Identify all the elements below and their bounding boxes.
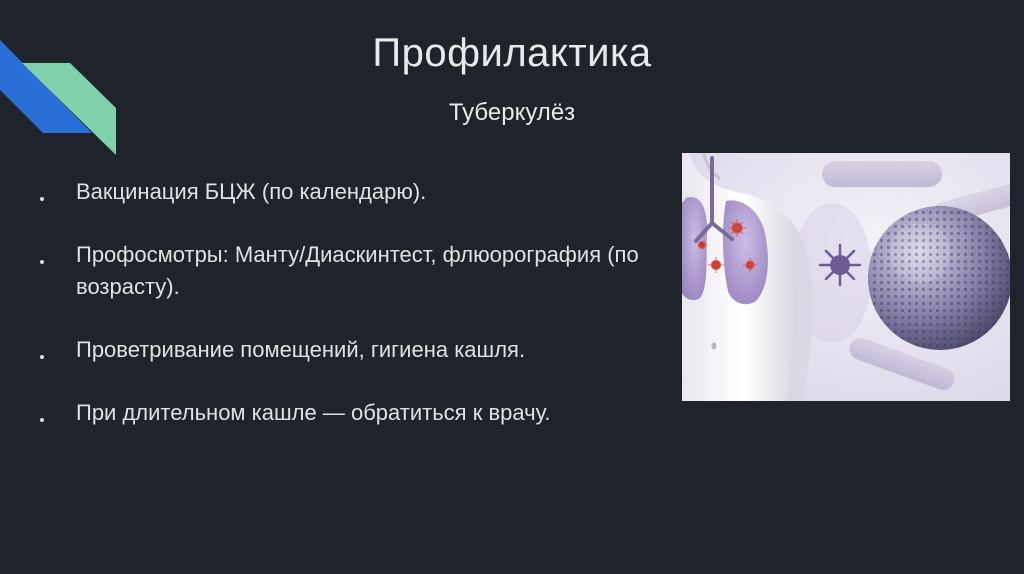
bullet-text: Профосмотры: Манту/Диаскинтест, флюорография (по возрасту). <box>76 242 639 299</box>
bullet-dot <box>40 418 44 422</box>
slide-title: Профилактика <box>372 31 652 75</box>
bullet-item <box>40 239 670 303</box>
lungs-bacteria-image <box>682 153 1010 401</box>
bullet-text: Проветривание помещений, гигиена кашля. <box>76 337 526 362</box>
bullet-item <box>40 397 670 429</box>
bullet-text: Вакцинация БЦЖ (по календарю). <box>76 179 427 204</box>
bullet-text: При длительном кашле — обратиться к врачу. <box>76 400 551 425</box>
bullet-dot <box>40 260 44 264</box>
bullet-item <box>40 176 670 208</box>
slide-subtitle: Туберкулёз <box>448 99 576 126</box>
bullet-dot <box>40 197 44 201</box>
bullet-dot <box>40 355 44 359</box>
corner-ribbon-decoration <box>0 0 130 170</box>
bullet-item <box>40 334 670 366</box>
bullet-list <box>40 176 670 429</box>
